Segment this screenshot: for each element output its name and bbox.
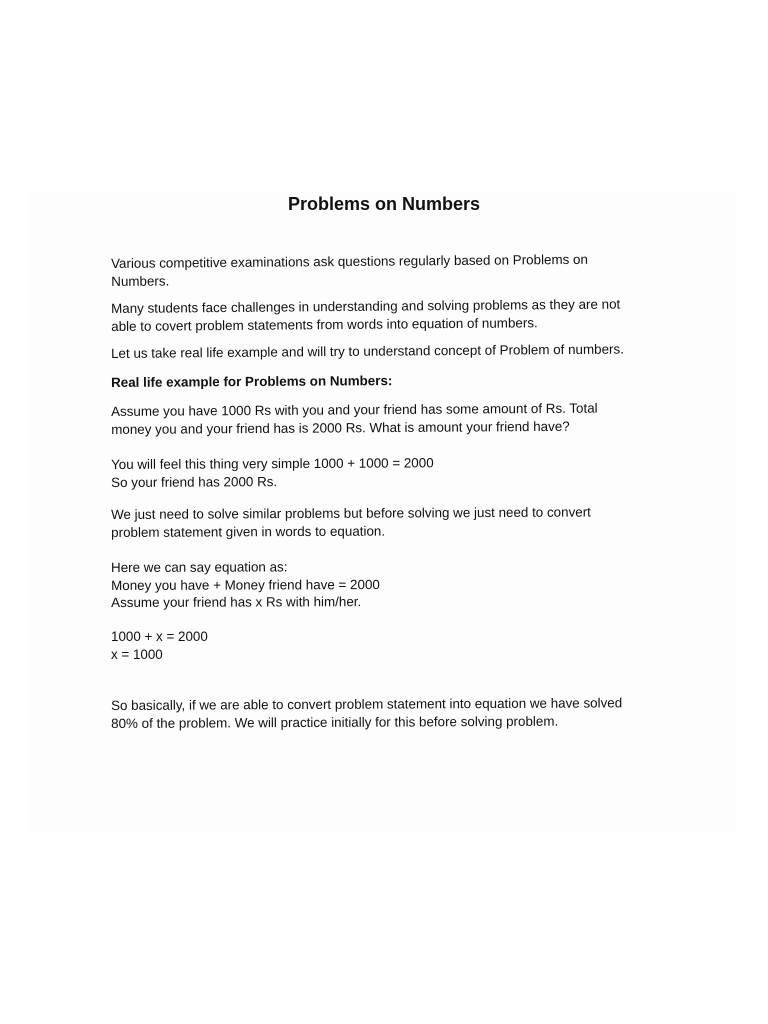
text-line: Let us take real life example and will try to understand concept of Problem of numbers. xyxy=(111,341,624,361)
text-line: Assume you have 1000 Rs with you and your friend has some amount of Rs. Total xyxy=(111,400,598,419)
text-line: Here we can say equation as: xyxy=(111,559,288,575)
text-line: Money you have + Money friend have = 2000 xyxy=(111,576,380,593)
text-line: money you and your friend has is 2000 Rs. What is amount your friend have? xyxy=(111,418,570,437)
equation-solution-paragraph xyxy=(111,628,651,663)
equation-line: 1000 + x = 2000 xyxy=(111,629,208,644)
equation-setup-paragraph xyxy=(111,557,651,611)
text-line: Various competitive examinations ask questions regularly based on Problems on xyxy=(111,251,588,271)
text-line: You will feel this thing very simple 1000 + 1000 = 2000 xyxy=(111,455,434,472)
conversion-paragraph xyxy=(111,503,651,541)
text-line: Many students face challenges in understanding and solving problems as they are not xyxy=(111,296,621,316)
intro-paragraph xyxy=(111,250,651,290)
challenge-paragraph xyxy=(111,295,651,335)
simple-answer-paragraph xyxy=(111,453,651,491)
text-line: Assume your friend has x Rs with him/her. xyxy=(111,594,362,610)
text-line: So your friend has 2000 Rs. xyxy=(111,473,278,490)
text-line: Numbers. xyxy=(111,272,170,289)
text-line: 80% of the problem. We will practice initially for this before solving problem. xyxy=(111,713,559,731)
heading-line: Real life example for Problems on Numbers: xyxy=(111,373,393,390)
text-line: We just need to solve similar problems but before solving we just need to convert xyxy=(111,504,591,522)
equation-line: x = 1000 xyxy=(111,646,163,662)
text-line: able to covert problem statements from words into equation of numbers. xyxy=(111,314,538,334)
text-line: problem statement given in words to equation. xyxy=(111,523,386,540)
conclusion-paragraph xyxy=(111,694,651,732)
assumption-paragraph xyxy=(111,399,651,438)
document-title: Problems on Numbers xyxy=(287,194,481,214)
text-line: So basically, if we are able to convert problem statement into equation we have solved xyxy=(111,695,623,713)
